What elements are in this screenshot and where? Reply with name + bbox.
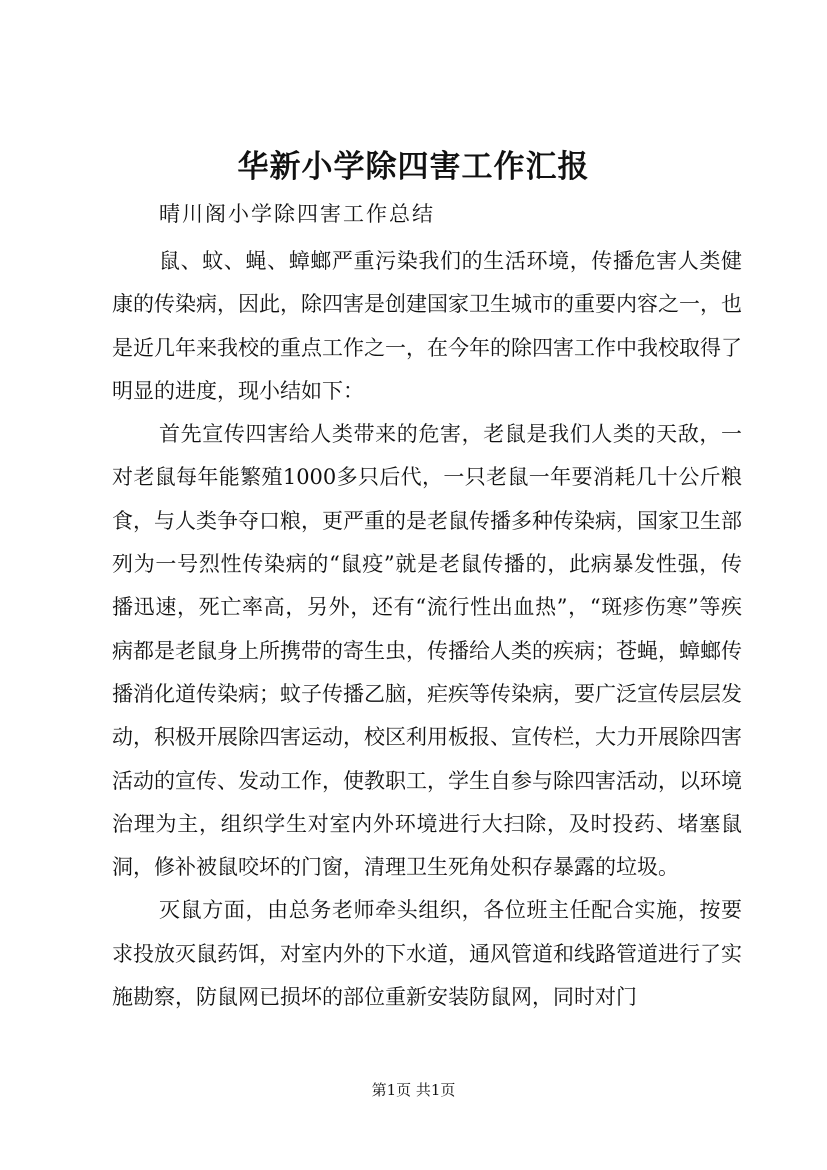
page-footer: 第1页 共1页 xyxy=(371,1081,456,1099)
paragraph-1: 鼠、蚊、蝇、蟑螂严重污染我们的生活环境，传播危害人类健康的传染病，因此，除四害是创建国家卫生城市的重要内容之一，也是近几年来我校的重点工作之一，在今年的除四害工作中我校取得了明显的进度，现小结如下： xyxy=(112,249,742,403)
document-subtitle: 晴川阁小学除四害工作总结 xyxy=(159,202,435,226)
paragraph-3: 灭鼠方面，由总务老师牵头组织，各位班主任配合实施，按要求投放灭鼠药饵，对室内外的下水道，通风管道和线路管道进行了实施勘察，防鼠网已损坏的部位重新安装防鼠网，同时对门 xyxy=(112,898,742,1010)
document-body xyxy=(112,240,742,1019)
paragraph-2: 首先宣传四害给人类带来的危害，老鼠是我们人类的天敌，一对老鼠每年能繁殖1000多只后代，一只老鼠一年要消耗几十公斤粮食，与人类争夺口粮，更严重的是老鼠传播多种传染病，国家卫生部列为一号烈性传染病的“鼠疫”就是老鼠传播的，此病暴发性强，传播迅速，死亡率高，另外，还有“流行性出血热”，“斑疹伤寒”等疾病都是老鼠身上所携带的寄生虫，传播给人类的疾病；苍蝇，蟑螂传播消化道传染病；蚊子传播乙脑，疟疾等传染病，要广泛宣传层层发动，积极开展除四害运动，校区利用板报、宣传栏，大力开展除四害活动的宣传、发动工作，使教职工，学生自参与除四害活动，以环境治理为主，组织学生对室内外环境进行大扫除，及时投药、堵塞鼠洞，修补被鼠咬坏的门窗，清理卫生死角处积存暴露的垃圾。 xyxy=(112,422,742,880)
document-title: 华新小学除四害工作汇报 xyxy=(237,149,590,185)
